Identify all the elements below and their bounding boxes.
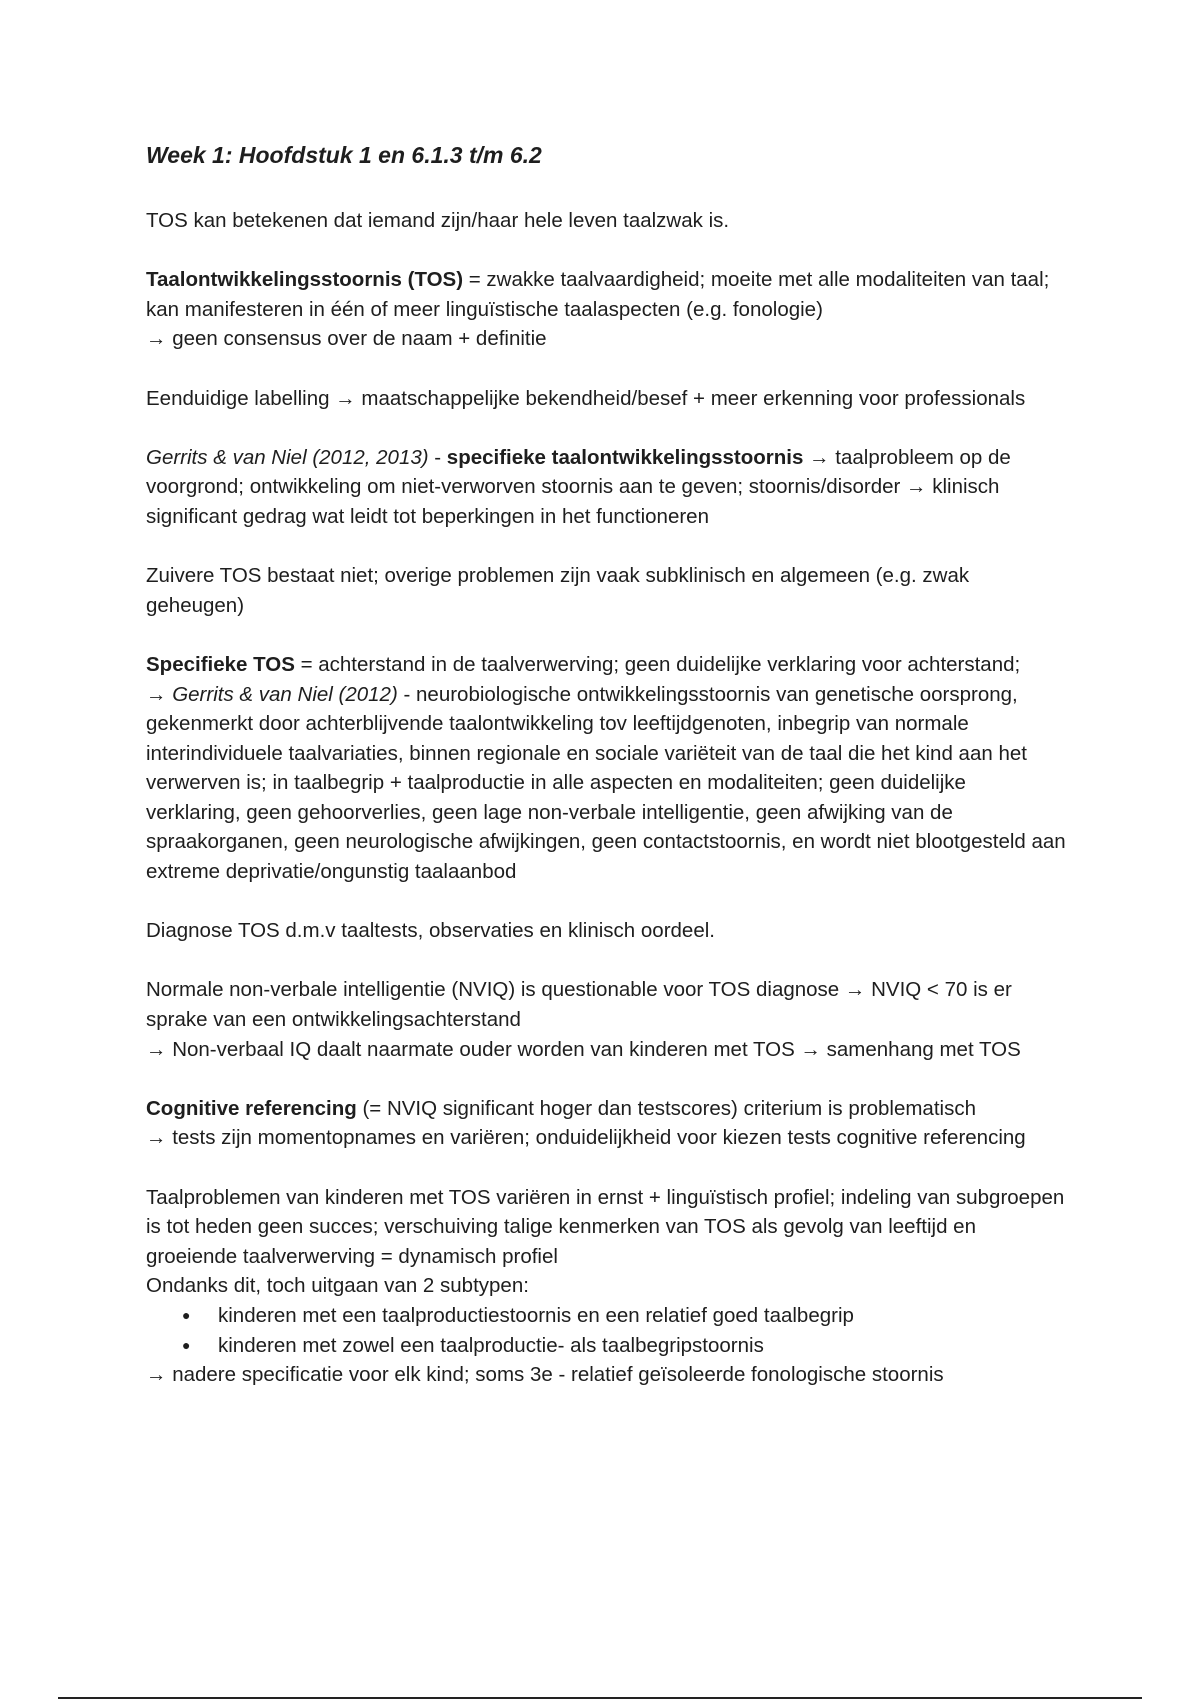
footer-divider — [58, 1697, 1142, 1699]
paragraph-diagnose: Diagnose TOS d.m.v taaltests, observaties en klinisch oordeel. — [146, 919, 715, 943]
paragraph-tos-definition — [146, 265, 1066, 354]
subtypes-line-3: → nadere specificatie voor elk kind; soms 3e - relatief geïsoleerde fonologische stoornis — [146, 1363, 944, 1387]
term-specifieke-tos: Specifieke TOS — [146, 652, 295, 676]
term-specifieke-taalontwikkelingsstoornis: specifieke taalontwikkelingsstoornis — [446, 445, 804, 469]
paragraph-intro: TOS kan betekenen dat iemand zijn/haar hele leven taalzwak is. — [146, 209, 730, 232]
paragraph-gerrits-2012-2013 — [146, 443, 1066, 532]
term-cognitive-referencing: Cognitive referencing — [146, 1096, 357, 1120]
paragraph-nviq — [146, 975, 1066, 1064]
page-title: Week 1: Hoofdstuk 1 en 6.1.3 t/m 6.2 — [146, 142, 542, 168]
specifieke-tos-detail: - neurobiologische ontwikkelingsstoornis van genetische oorsprong, gekenmerkt door achterblijvende taalontwikkeling tov leeftijdgenoten, inbegrip van normale interindividuele taalvariaties, binnen regionale en sociale variëteit van de taal die het kind aan het verwerven is; in taalbegrip + taalproductie in alle aspecten en modaliteiten; geen duidelijke verklaring, geen gehoorverlies, geen lage non-verbale intelligentie, geen afwijking van de spraakorganen, geen neurologische afwijkingen, geen contactstoornis, en wordt niet blootgesteld aan extreme deprivatie/ongunstig taalaanbod — [146, 682, 1066, 884]
gerrits-definition-text: → taalprobleem op de voorgrond; ontwikkeling om niet-verworven stoornis aan te geven; stoornis/disorder → klinisch significant gedrag wat leidt tot beperkingen in het functioneren — [146, 445, 1011, 528]
term-tos: Taalontwikkelingsstoornis (TOS) — [146, 268, 464, 292]
paragraph-specifieke-tos — [146, 650, 1066, 887]
nviq-line-2: → Non-verbaal IQ daalt naarmate ouder worden van kinderen met TOS → samenhang met TOS — [146, 1037, 1021, 1061]
cognitive-referencing-definition: (= NVIQ significant hoger dan testscores) criterium is problematisch — [356, 1096, 976, 1120]
paragraph-zuivere-tos: Zuivere TOS bestaat niet; overige problemen zijn vaak subklinisch en algemeen (e.g. zwak geheugen) — [146, 564, 970, 617]
document-body — [146, 140, 1066, 1390]
list-item: ● kinderen met zowel een taalproductie- als taalbegripstoornis — [218, 1331, 1066, 1361]
subtypes-line-1: Taalproblemen van kinderen met TOS variëren in ernst + linguïstisch profiel; indeling van subgroepen is tot heden geen succes; verschuiving talige kenmerken van TOS als gevolg van leeftijd en groeiende taalverwerving = dynamisch profiel — [146, 1185, 1065, 1268]
nviq-line-1: Normale non-verbale intelligentie (NVIQ) is questionable voor TOS diagnose → NVIQ < 70 is er sprake van een ontwikkelingsachterstand — [146, 978, 1012, 1032]
paragraph-subtypes — [146, 1183, 1066, 1301]
paragraph-cognitive-referencing — [146, 1094, 1066, 1153]
citation-dash: - — [428, 445, 447, 469]
specifieke-tos-definition: = achterstand in de taalverwerving; geen duidelijke verklaring voor achterstand; — [294, 652, 1021, 676]
citation-gerrits-2012: Gerrits & van Niel (2012) — [172, 682, 398, 706]
subtypes-list — [146, 1301, 1066, 1360]
subtypes-line-2: Ondanks dit, toch uitgaan van 2 subtypen: — [146, 1274, 529, 1298]
tos-consensus-note: → geen consensus over de naam + definitie — [146, 327, 547, 351]
cognitive-referencing-note: → tests zijn momentopnames en variëren; onduidelijkheid voor kiezen tests cognitive referencing — [146, 1126, 1026, 1150]
arrow-prefix: → — [146, 682, 173, 706]
tos-definition-text: = zwakke taalvaardigheid; moeite met alle modaliteiten van taal; kan manifesteren in één of meer linguïstische taalaspecten (e.g. fonologie) — [146, 268, 1050, 321]
paragraph-labelling: Eenduidige labelling → maatschappelijke bekendheid/besef + meer erkenning voor professionals — [146, 386, 1026, 410]
citation-gerrits-2012-2013: Gerrits & van Niel (2012, 2013) — [146, 445, 429, 469]
list-item: ● kinderen met een taalproductiestoornis en een relatief goed taalbegrip — [218, 1301, 1066, 1331]
